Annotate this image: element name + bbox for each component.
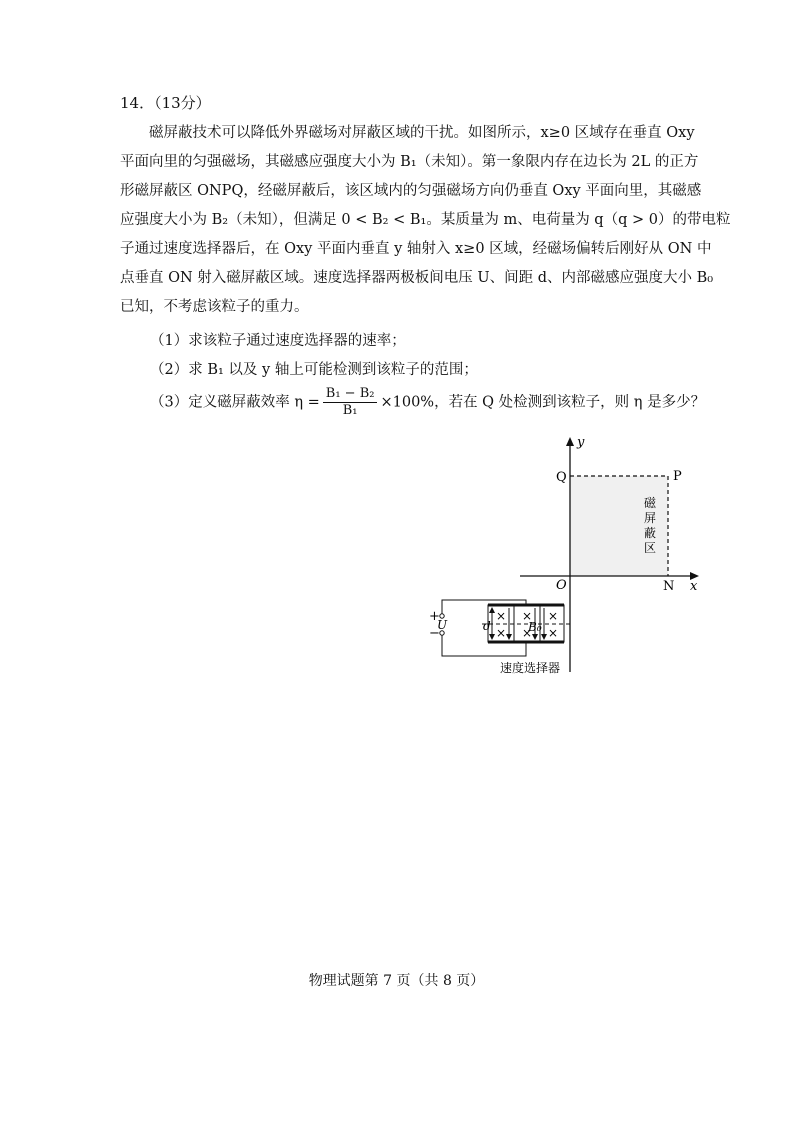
e-field-arrowhead: [532, 634, 538, 640]
sub-question-3-suffix: ×100%，若在 Q 处检测到该粒子，则 η 是多少？: [380, 394, 706, 411]
region-label-char: 区: [643, 541, 657, 555]
region-label-char: 屏: [643, 511, 657, 525]
gap-arrow-down: [489, 634, 495, 640]
point-n-label: N: [663, 579, 675, 594]
gap-arrow-up: [489, 607, 495, 613]
plus-sign: +: [429, 609, 440, 624]
field-cross: ×: [495, 626, 507, 640]
region-label-char: 蔽: [643, 526, 657, 540]
paragraph-line: 形磁屏蔽区 ONPQ，经磁屏蔽后，该区域内的匀强磁场方向仍垂直 Oxy 平面向里，其磁感: [120, 183, 702, 199]
origin-label: O: [556, 578, 567, 593]
sub-question-2: （2）求 B₁ 以及 y 轴上可能检测到该粒子的范围；: [150, 362, 478, 378]
field-cross: ×: [495, 609, 507, 623]
paragraph-line: 应强度大小为 B₂（未知），但满足 0 < B₂ < B₁。某质量为 m、电荷量为 q（q > 0）的带电粒: [120, 212, 731, 228]
sub-question-3-prefix: （3）定义磁屏蔽效率 η =: [150, 394, 320, 411]
circuit-wire-top: [442, 600, 526, 614]
paragraph-line: 平面向里的匀强磁场，其磁感应强度大小为 B₁（未知）。第一象限内存在边长为 2L 的正方: [120, 154, 699, 170]
paragraph-line: 点垂直 ON 射入磁屏蔽区域。速度选择器两极板间电压 U、间距 d、内部磁感应强度大小 B₀: [120, 270, 714, 286]
e-field-arrowhead: [541, 634, 547, 640]
x-axis-label: x: [690, 579, 698, 594]
field-cross: ×: [521, 626, 533, 640]
paragraph-line: 子通过速度选择器后，在 Oxy 平面内垂直 y 轴射入 x≥0 区域，经磁场偏转后刚好从 ON 中: [120, 241, 712, 257]
sub-question-1: （1）求该粒子通过速度选择器的速率；: [150, 333, 406, 349]
efficiency-fraction: [323, 386, 378, 419]
field-cross: ×: [547, 609, 559, 623]
fraction-numerator: B₁ − B₂: [323, 386, 378, 403]
figure-svg: [420, 432, 710, 682]
region-label-char: 磁: [643, 496, 657, 510]
paragraph-line: 已知，不考虑该粒子的重力。: [120, 299, 309, 315]
minus-sign: −: [429, 626, 440, 641]
physics-figure: [420, 432, 710, 682]
y-axis-arrow: [566, 437, 574, 446]
question-number: 14．（13分）: [120, 94, 211, 112]
page-footer: 物理试题第 7 页（共 8 页）: [308, 973, 485, 989]
voltage-u-label: U: [437, 618, 448, 632]
field-b0-label: B₀: [528, 620, 542, 634]
sub-question-3: [150, 386, 705, 419]
selector-caption: 速度选择器: [499, 661, 561, 675]
fraction-denominator: B₁: [342, 403, 358, 418]
gap-d-label: d: [483, 619, 491, 633]
point-q-label: Q: [556, 470, 567, 485]
field-cross: ×: [521, 609, 533, 623]
point-p-label: P: [673, 469, 682, 484]
paragraph-line: 磁屏蔽技术可以降低外界磁场对屏蔽区域的干扰。如图所示，x≥0 区域存在垂直 Oxy: [149, 125, 695, 141]
field-cross: ×: [547, 626, 559, 640]
y-axis-label: y: [577, 435, 585, 450]
e-field-arrowhead: [506, 634, 512, 640]
question-paragraph: [120, 119, 731, 322]
circuit-wire-bottom: [442, 635, 526, 656]
